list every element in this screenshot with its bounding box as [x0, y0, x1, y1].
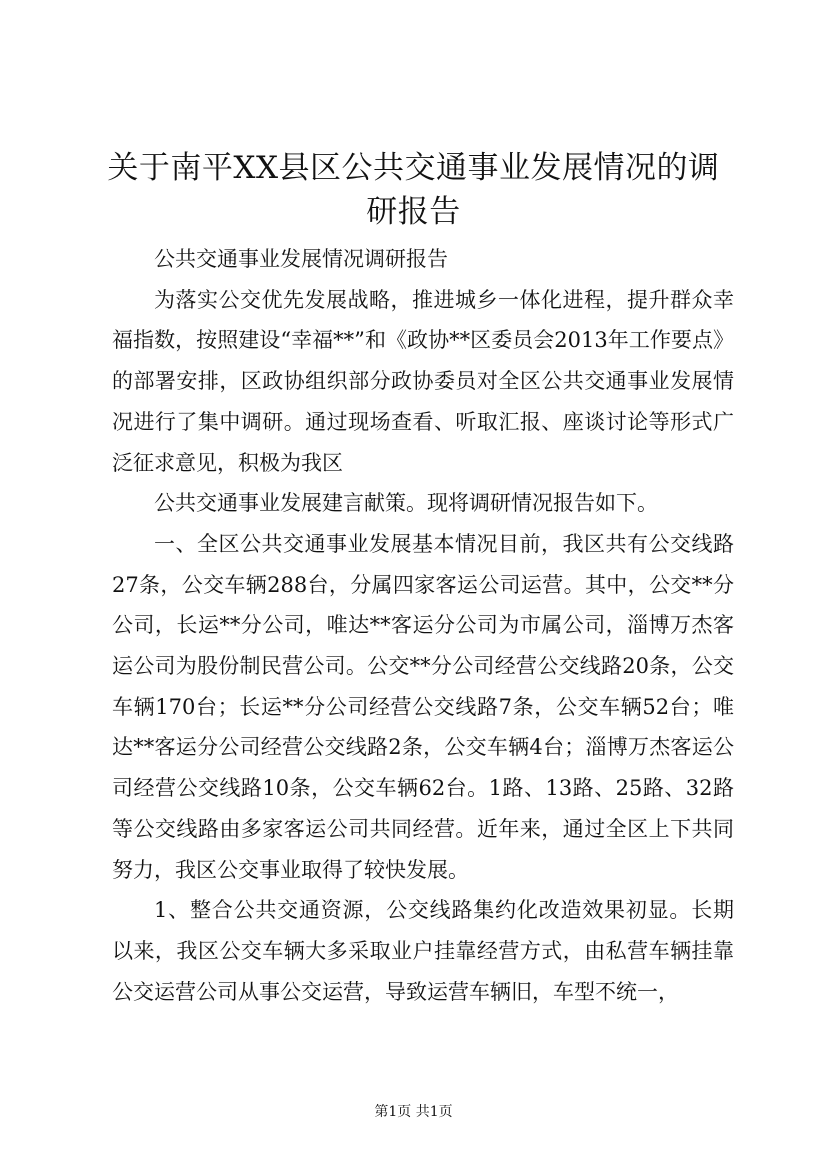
page-footer: 第1页 共1页: [374, 1104, 453, 1120]
body-paragraph: 一、全区公共交通事业发展基本情况目前，我区共有公交线路27条，公交车辆288台，分属四家客运公司运营。其中，公交**分公司，长运**分公司，唯达**客运分公司为市属公司，淄博万杰客运公司为股份制民营公司。公交**分公司经营公交线路20条，公交车辆170台；长运**分公司经营公交线路7条，公交车辆52台；唯达**客运分公司经营公交线路2条，公交车辆4台；淄博万杰客运公司经营公交线路10条，公交车辆62台。1路、13路、25路、32路等公交线路由多家客运公司共同经营。近年来，通过全区上下共同努力，我区公交事业取得了较快发展。: [112, 531, 734, 882]
body-paragraph: 公共交通事业发展情况调研报告: [154, 247, 448, 271]
body-paragraph: 公共交通事业发展建言献策。现将调研情况报告如下。: [154, 491, 658, 516]
document-title: 关于南平XX县区公共交通事业发展情况的调研报告: [107, 150, 720, 230]
document-body: [112, 239, 734, 1012]
body-paragraph: 为落实公交优先发展战略，推进城乡一体化进程，提升群众幸福指数，按照建设“幸福**”和《政协**区委员会2013年工作要点》的部署安排，区政协组织部分政协委员对全区公共交通事业发展情况进行了集中调研。通过现场查看、听取汇报、座谈讨论等形式广泛征求意见，积极为我区: [112, 287, 734, 475]
body-paragraph: 1、整合公共交通资源，公交线路集约化改造效果初显。长期以来，我区公交车辆大多采取业户挂靠经营方式，由私营车辆挂靠公交运营公司从事公交运营，导致运营车辆旧，车型不统一，: [112, 898, 734, 1004]
